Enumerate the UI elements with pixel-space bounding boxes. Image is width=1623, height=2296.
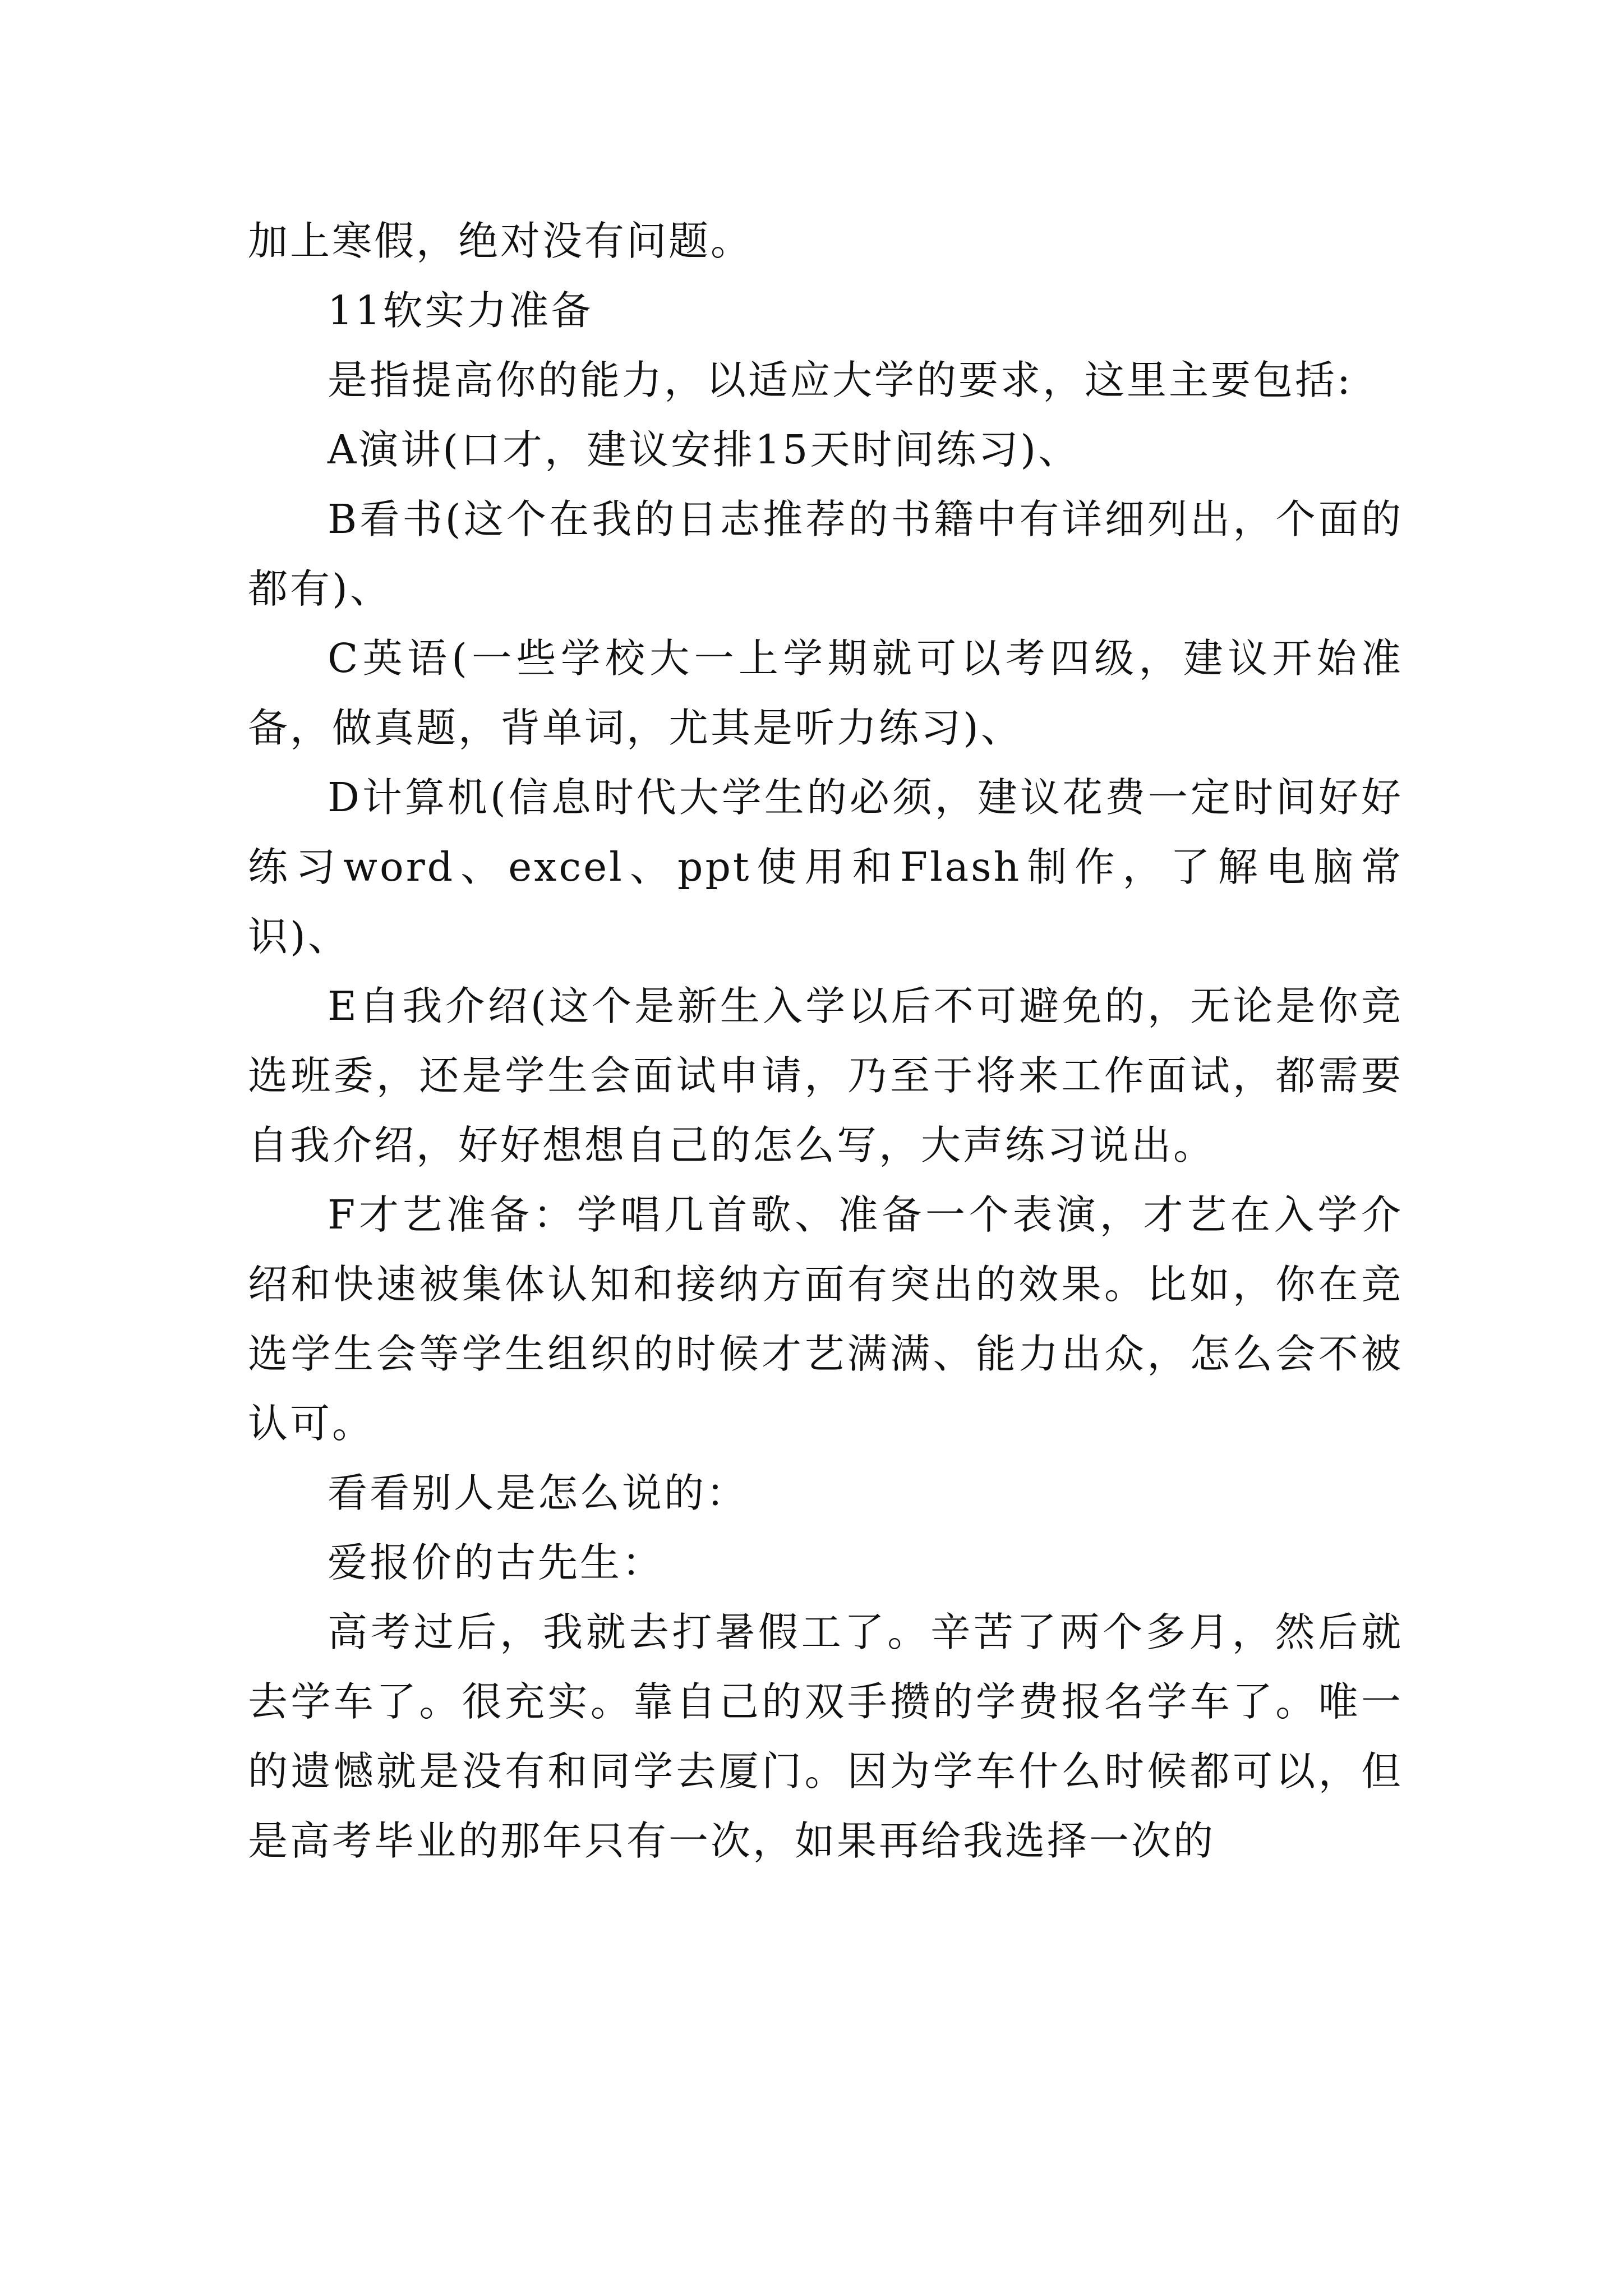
- paragraph-others-say: 看看别人是怎么说的：: [328, 1470, 749, 1516]
- quote-body: 高考过后，我就去打暑假工了。辛苦了两个多月，然后就去学车了。很充实。靠自己的双手攒的学费报名学车了。唯一的遗憾就是没有和同学去厦门。因为学车什么时候都可以，但是高考毕业的那年只有一次，如果再给我选择一次的: [248, 1609, 1403, 1864]
- list-item-b: B看书(这个在我的日志推荐的书籍中有详细列出，个面的都有)、: [248, 496, 1403, 612]
- paragraph-intro: 是指提高你的能力，以适应大学的要求，这里主要包括:: [328, 357, 1353, 403]
- list-item-f: F才艺准备：学唱几首歌、准备一个表演，才艺在入学介绍和快速被集体认知和接纳方面有突出的效果。比如，你在竞选学生会等学生组织的时候才艺满满、能力出众，怎么会不被认可。: [248, 1191, 1403, 1447]
- list-item-a: A演讲(口才，建议安排15天时间练习)、: [328, 426, 1081, 473]
- quote-author: 爱报价的古先生：: [328, 1539, 665, 1586]
- section-heading: 11软实力准备: [328, 287, 593, 334]
- list-item-c: C英语(一些学校大一上学期就可以考四级，建议开始准备，做真题，背单词，尤其是听力练习)、: [248, 635, 1403, 751]
- document-body: [248, 206, 1403, 1876]
- paragraph-continuation: 加上寒假，绝对没有问题。: [248, 218, 753, 264]
- list-item-d: D计算机(信息时代大学生的必须，建议花费一定时间好好练习word、excel、ppt使用和Flash制作，了解电脑常识)、: [248, 774, 1403, 960]
- list-item-e: E自我介绍(这个是新生入学以后不可避免的，无论是你竞选班委，还是学生会面试申请，乃至于将来工作面试，都需要自我介绍，好好想想自己的怎么写，大声练习说出。: [248, 983, 1403, 1168]
